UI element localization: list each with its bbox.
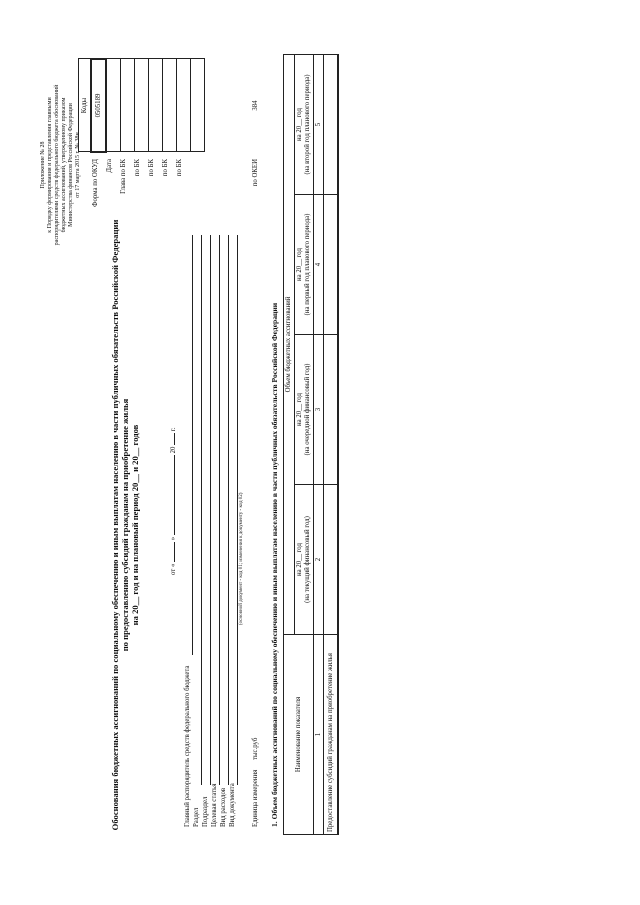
row-label: Предоставление субсидий гражданам на приобретение жилья (324, 635, 339, 835)
col-header-name: Наименование показателя (284, 635, 314, 835)
appendix-note (40, 65, 82, 265)
razdel-code (135, 59, 149, 152)
label-gr: Главный распорядитель средств федерального бюджета (184, 665, 191, 827)
col-number: 3 (314, 335, 324, 485)
table-cell (324, 195, 339, 335)
label-vd: Вид документа (229, 783, 236, 827)
col-header-year: на 20__ год (на второй год планового периода) (295, 54, 314, 194)
appendix-line: от 17 марта 2015 г. № 38н (75, 132, 81, 198)
podrazdel-code (149, 59, 163, 152)
appendix-line: Министерства финансов Российской Федерации (68, 103, 74, 227)
col-header-year: на 20__ год (на очередной финансовый год) (295, 335, 314, 485)
title-line: Обоснования бюджетных ассигнований по социальному обеспечению и иным выплатам населению в части публичных обязательств Российской Федерации (110, 219, 120, 831)
col-number: 1 (314, 635, 324, 835)
codes-header: Коды (79, 59, 92, 152)
date-line (170, 427, 178, 575)
table-cell (324, 335, 339, 485)
col-header-year: на 20__ год (на первый год планового периода) (295, 195, 314, 335)
label-vr: Вид расходов (220, 787, 227, 827)
date-code-label: Дата (106, 159, 113, 173)
label-cs: Целевая статья (211, 783, 218, 827)
cs-code-label: по БК (162, 159, 169, 177)
title-line: по предоставлению субсидий гражданам на приобретение жилья (120, 398, 130, 652)
table-row (324, 54, 339, 834)
podrazdel-code-label: по БК (148, 159, 155, 177)
okud-label: Форма по ОКУД (92, 159, 99, 207)
col-number: 2 (314, 485, 324, 635)
table-cell (324, 54, 339, 194)
okud-code: 0505189 (91, 59, 106, 152)
appendix-number: Приложение № 28 (40, 141, 46, 189)
date-mid: » (170, 536, 177, 541)
razdel-code-label: по БК (134, 159, 141, 177)
okei-code: 384 (252, 100, 259, 111)
cs-code (163, 59, 177, 152)
label-razdel: Раздел (193, 807, 200, 827)
title-line: на 20__ год и на плановый период 20__ и 20__ годов (130, 424, 140, 626)
codes-box (78, 58, 268, 153)
col-number: 5 (314, 54, 324, 194)
appendix-line: бюджетных ассигнований, утвержденному приказом (61, 97, 67, 233)
glava-code (121, 59, 135, 152)
section-heading: 1. Объем бюджетных ассигнований по социальному обеспечению и иным выплатам населению в части публичных обязательств Российской Федерации (270, 302, 279, 827)
unit-value: тыс.руб (252, 737, 259, 760)
col-group-header: Объем бюджетных ассигнований (284, 54, 295, 634)
date-suffix: г. (170, 427, 177, 432)
date-year: 20 (170, 446, 177, 454)
vd-code (191, 59, 205, 152)
glava-label: Глава по БК (120, 159, 127, 194)
vr-code-label: по БК (176, 159, 183, 177)
col-number: 4 (314, 195, 324, 335)
label-vd-note: (основной документ - код 01; изменения к документу - код 02) (239, 492, 244, 625)
appendix-line: к Порядку формирования и представления главными (47, 97, 53, 233)
date-code (106, 59, 121, 152)
vr-code (177, 59, 191, 152)
appendix-line: распорядителями средств федерального бюджета обоснований (54, 84, 60, 246)
table-cell (324, 485, 339, 635)
document-title (110, 215, 140, 835)
label-podrazdel: Подраздел (202, 796, 209, 827)
okei-label: по ОКЕИ (252, 159, 259, 187)
label-unit: Единица измерения (252, 769, 259, 827)
budget-table (283, 55, 339, 835)
date-prefix: от « (170, 563, 177, 575)
col-header-year: на 20__ год (на текущий финансовый год) (295, 485, 314, 635)
